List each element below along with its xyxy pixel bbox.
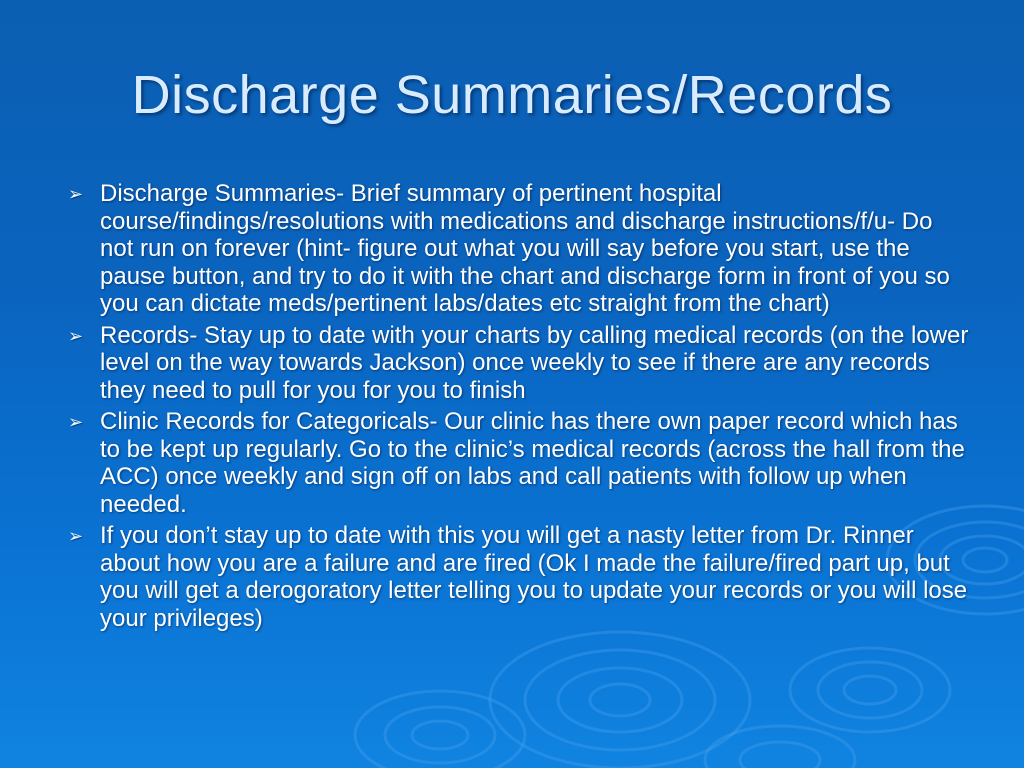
arrow-bullet-icon: ➢ — [68, 184, 84, 204]
bullet-item-warning — [60, 522, 970, 632]
bullet-item-records — [60, 322, 970, 405]
bullet-list — [60, 180, 970, 636]
bullet-text: Records- Stay up to date with your charts by calling medical records (on the lower level on the way towards Jackson) once weekly to see if there are any records they need to pull for you for you to finish — [100, 321, 969, 404]
bullet-text: Clinic Records for Categoricals- Our clinic has there own paper record which has to be kept up regularly. Go to the clinic’s medical records (across the hall from the ACC) once weekly and sign off on labs and call patients with follow up when needed. — [100, 408, 965, 518]
bullet-text: Discharge Summaries- Brief summary of pertinent hospital course/findings/resolutions with medications and discharge instructions/f/u- Do not run on forever (hint- figure out what you will say before you start, use the pause button, and try to do it with the chart and discharge form in front of you so you can dictate meds/pertinent labs/dates etc straight from the chart) — [100, 180, 950, 317]
bullet-item-discharge-summaries — [60, 180, 970, 318]
arrow-bullet-icon: ➢ — [68, 526, 84, 546]
arrow-bullet-icon: ➢ — [68, 325, 84, 346]
bullet-text: If you don’t stay up to date with this you will get a nasty letter from Dr. Rinner about how you are a failure and are fired (Ok I made the failure/fired part up, but you will get a derogoratory letter telling you to update your records or you will lose your privileges) — [100, 522, 968, 632]
arrow-bullet-icon: ➢ — [68, 412, 84, 432]
slide-title: Discharge Summaries/Records — [131, 65, 893, 125]
bullet-item-clinic-records — [60, 408, 970, 518]
